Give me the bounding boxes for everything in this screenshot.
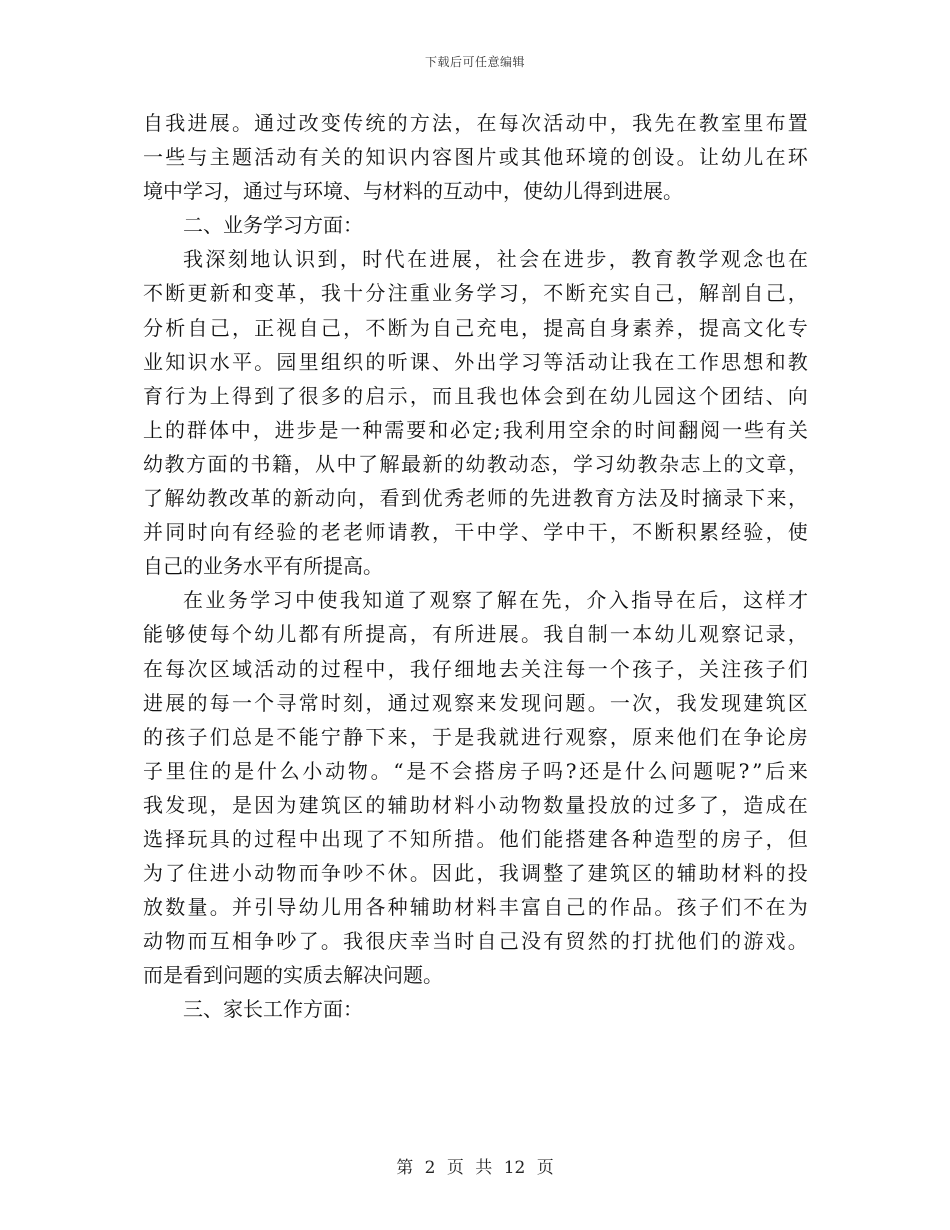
paragraph-line: 为 了 住 进 小 动 物 而 争 吵 不 休 。 因 此 ， 我 调 整 了 建 筑 区 的 辅 助 材 料 的 投: [143, 861, 808, 886]
page-number-footer: 第 2 页 共 12 页: [396, 1158, 554, 1178]
document-body: [143, 106, 808, 1027]
paragraph-line: 不 断 更 新 和 变 革 ， 我 十 分 注 重 业 务 学 习 ， 不 断 充 实 自 己 ， 解 剖 自 己 ，: [143, 281, 808, 306]
paragraph-line: 我 发 现 ， 是 因 为 建 筑 区 的 辅 助 材 料 小 动 物 数 量 投 放 的 过 多 了 ， 造 成 在: [143, 792, 808, 817]
paragraph-line: 而是看到问题的实质去解决问题。: [143, 963, 443, 988]
paragraph-line: 能 够 使 每 个 幼 儿 都 有 所 提 高 ， 有 所 进 展 。 我 自 制 一 本 幼 儿 观 察 记 录 ，: [143, 622, 808, 647]
paragraph-line: 业 知 识 水 平 。 园 里 组 织 的 听 课 、 外 出 学 习 等 活 动 让 我 在 工 作 思 想 和 教: [143, 349, 808, 374]
paragraph-line: 放 数 量 。 并 引 导 幼 儿 用 各 种 辅 助 材 料 丰 富 自 己 的 作 品 。 孩 子 们 不 在 为: [143, 895, 808, 920]
paragraph-line: 分 析 自 己 ， 正 视 自 己 ， 不 断 为 自 己 充 电 ， 提 高 自 身 素 养 ， 提 高 文 化 专: [143, 315, 808, 340]
paragraph-line: 并 同 时 向 有 经 验 的 老 老 师 请 教 ， 干 中 学 、 学 中 干 ， 不 断 积 累 经 验 ， 使: [143, 520, 808, 545]
section-heading: 二、业务学习方面：: [183, 213, 363, 238]
paragraph-line: 一 些 与 主 题 活 动 有 关 的 知 识 内 容 图 片 或 其 他 环 境 的 创 设 。 让 幼 儿 在 环: [143, 145, 808, 170]
paragraph-line: 在 每 次 区 域 活 动 的 过 程 中 ， 我 仔 细 地 去 关 注 每 一 个 孩 子 ， 关 注 孩 子 们: [143, 656, 808, 681]
paragraph-line: 自己的业务水平有所提高。: [143, 554, 383, 579]
section-heading: 三、家长工作方面：: [183, 997, 363, 1022]
paragraph-line: 自 我 进 展 。 通 过 改 变 传 统 的 方 法 ， 在 每 次 活 动 中 ， 我 先 在 教 室 里 布 置: [143, 111, 808, 135]
paragraph-line: 了 解 幼 教 改 革 的 新 动 向 ， 看 到 优 秀 老 师 的 先 进 教 育 方 法 及 时 摘 录 下 来 ，: [143, 486, 808, 511]
paragraph-line: 在 业 务 学 习 中 使 我 知 道 了 观 察 了 解 在 先 ， 介 入 指 导 在 后 ， 这 样 才: [183, 588, 808, 613]
paragraph-line: 子 里 住 的 是 什 么 小 动 物 。 “ 是 不 会 搭 房 子 吗 ? 还 是 什 么 问 题 呢 ? ” 后 来: [143, 758, 808, 783]
paragraph-line: 的 孩 子 们 总 是 不 能 宁 静 下 来 ， 于 是 我 就 进 行 观 察 ， 原 来 他 们 在 争 论 房: [143, 724, 808, 749]
paragraph-line: 幼 教 方 面 的 书 籍 ， 从 中 了 解 最 新 的 幼 教 动 态 ， 学 习 幼 教 杂 志 上 的 文 章 ，: [143, 451, 808, 476]
paragraph-line: 育 行 为 上 得 到 了 很 多 的 启 示 ， 而 且 我 也 体 会 到 在 幼 儿 园 这 个 团 结 、 向: [143, 383, 808, 408]
paragraph-line: 动 物 而 互 相 争 吵 了 。 我 很 庆 幸 当 时 自 己 没 有 贸 然 的 打 扰 他 们 的 游 戏 。: [143, 929, 808, 954]
paragraph-line: 选 择 玩 具 的 过 程 中 出 现 了 不 知 所 措 。 他 们 能 搭 建 各 种 造 型 的 房 子 ， 但: [143, 826, 808, 851]
paragraph-line: 进 展 的 每 一 个 寻 常 时 刻 ， 通 过 观 察 来 发 现 问 题 。 一 次 ， 我 发 现 建 筑 区: [143, 690, 808, 715]
paragraph-line: 境中学习，通过与环境、与材料的互动中，使幼儿得到进展。: [143, 179, 683, 204]
page-header: 下载后可任意编辑: [424, 55, 525, 69]
paragraph-line: 我 深 刻 地 认 识 到 ， 时 代 在 进 展 ， 社 会 在 进 步 ， 教 育 教 学 观 念 也 在: [183, 247, 808, 272]
paragraph-line: 上 的 群 体 中 ， 进 步 是 一 种 需 要 和 必 定 ; 我 利 用 空 余 的 时 间 翻 阅 一 些 有 关: [143, 417, 808, 442]
